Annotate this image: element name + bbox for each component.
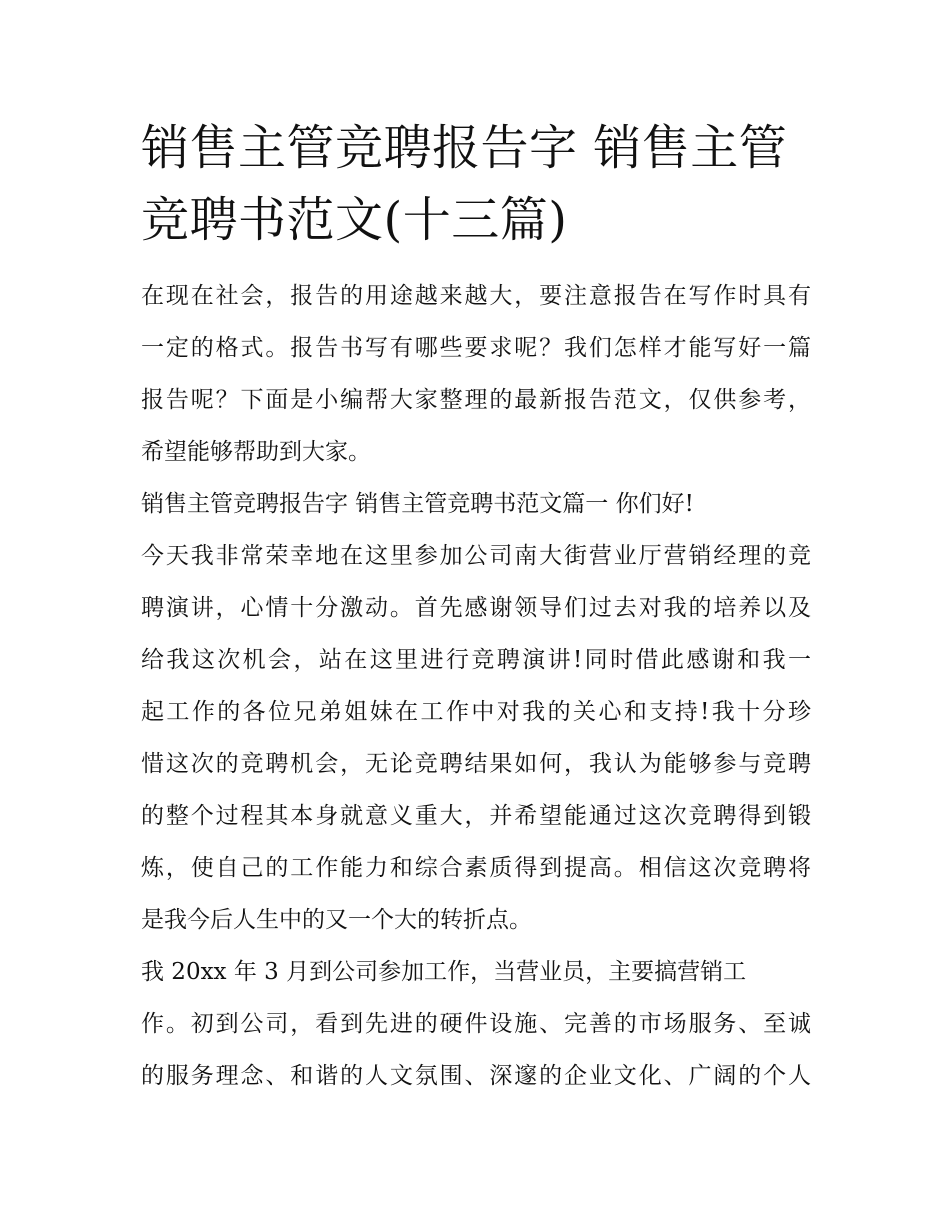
body-line-12: 炼，使自己的工作能力和综合素质得到提高。相信这次竞聘将 (141, 855, 811, 881)
body-line-6: 今天我非常荣幸地在这里参加公司南大街营业厅营销经理的竞 (141, 543, 811, 569)
body-line-1: 在现在社会，报告的用途越来越大，要注意报告在写作时具有 (141, 283, 811, 309)
document-body (141, 270, 811, 1102)
document-title (141, 112, 811, 256)
body-line-7: 聘演讲，心情十分激动。首先感谢领导们过去对我的培养以及 (141, 595, 811, 621)
title-line-2: 竞聘书范文(十三篇) (141, 192, 568, 248)
body-line-9: 起工作的各位兄弟姐妹在工作中对我的关心和支持!我十分珍 (141, 699, 811, 725)
body-line-11: 的整个过程其本身就意义重大，并希望能通过这次竞聘得到锻 (141, 803, 811, 829)
title-line-1: 销售主管竞聘报告字 销售主管 (141, 120, 788, 176)
body-line-3: 报告呢？下面是小编帮大家整理的最新报告范文，仅供参考， (141, 387, 811, 413)
body-line-13: 是我今后人生中的又一个大的转折点。 (141, 907, 532, 933)
body-line-2: 一定的格式。报告书写有哪些要求呢？我们怎样才能写好一篇 (141, 335, 811, 361)
body-line-8: 给我这次机会，站在这里进行竞聘演讲!同时借此感谢和我一 (141, 647, 811, 673)
document-content (141, 112, 811, 1102)
section-heading-line: 销售主管竞聘报告字 销售主管竞聘书范文篇一 你们好! (141, 491, 694, 517)
body-line-10: 惜这次的竞聘机会，无论竞聘结果如何，我认为能够参与竞聘 (141, 751, 811, 777)
body-line-16: 的服务理念、和谐的人文氛围、深邃的企业文化、广阔的个人 (141, 1063, 811, 1089)
body-line-4: 希望能够帮助到大家。 (141, 439, 371, 465)
body-line-15: 作。初到公司，看到先进的硬件设施、完善的市场服务、至诚 (141, 1011, 811, 1037)
body-line-14: 我 20xx 年 3 月到公司参加工作，当营业员，主要搞营销工 (141, 959, 747, 985)
